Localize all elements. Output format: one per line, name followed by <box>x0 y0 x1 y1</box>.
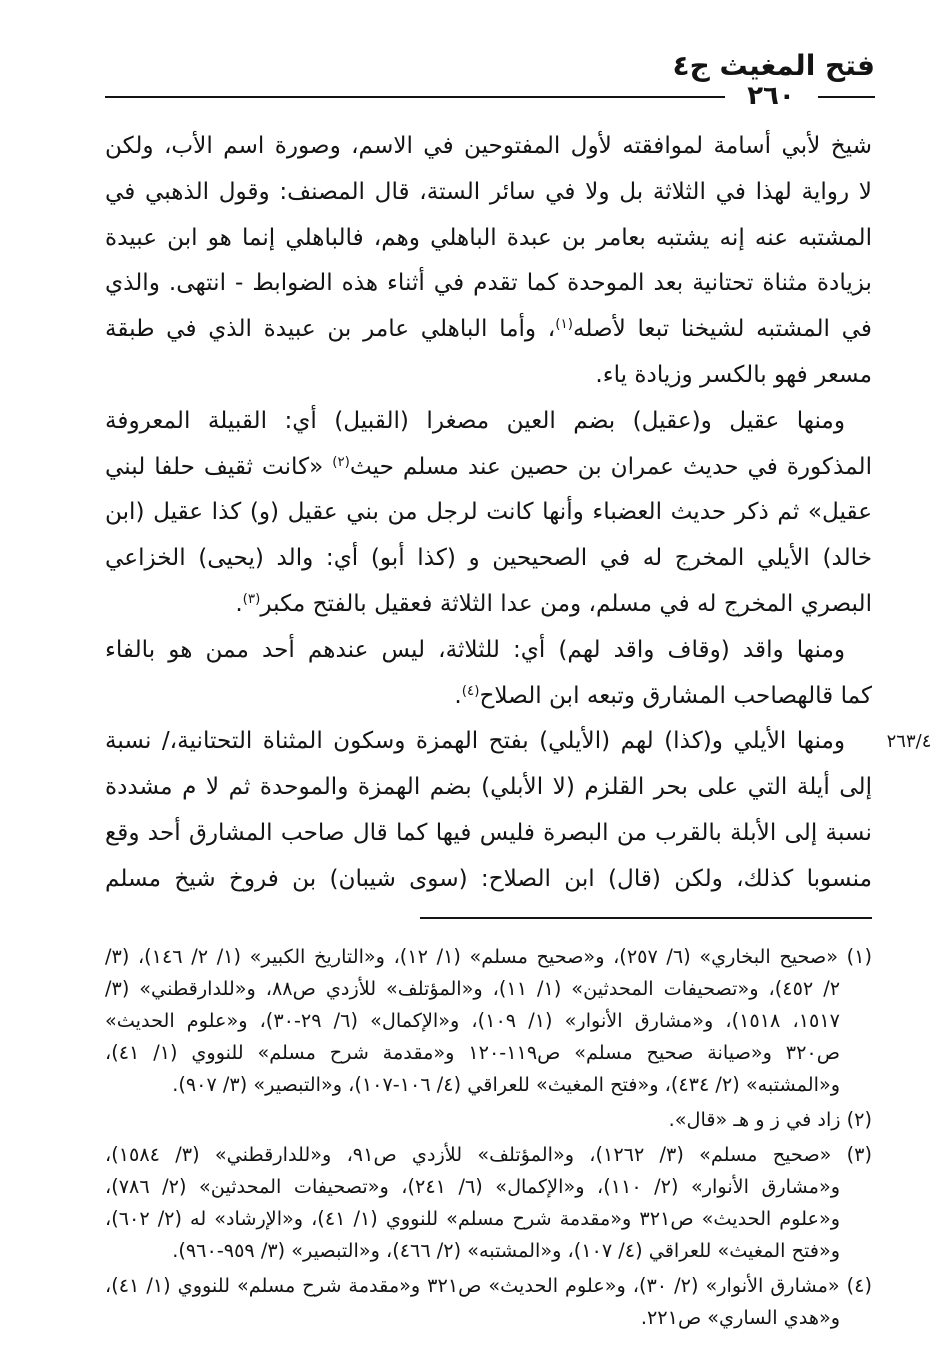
text-line <box>105 170 872 216</box>
text-segment: ، وأما الباهلي عامر بن عبيدة الذي في طبقة <box>105 316 556 343</box>
text-line <box>105 628 872 674</box>
text-segment: شيخ لأبي أسامة لموافقته لأول المفتوحين في الاسم، وصورة اسم الأب، ولكن <box>105 133 872 159</box>
footnote-line: و«المشتبه» (٢/ ٤٣٤)، و«فتح المغيث» للعراقي (٤/ ١٠٦-١٠٧)، و«التبصير» (٣/ ٩٠٧). <box>172 1073 840 1096</box>
paragraph <box>105 628 872 720</box>
text-segment: كما قالهصاحب المشارق وتبعه ابن الصلاح <box>479 682 872 709</box>
text-segment: ومنها عقيل و(عقيل) بضم العين مصغرا (القبيل) أي: القبيلة المعروفة <box>105 407 845 434</box>
footnote-line: و«مشارق الأنوار» (٢/ ١١٠)، و«الإكمال» (٦/ ٢٤١)، و«تصحيفات المحدثين» (٢/ ٧٨٦)، <box>105 1175 841 1198</box>
text-segment: . <box>454 682 462 709</box>
footnote-line: (٤) «مشارق الأنوار» (٢/ ٣٠)، و«علوم الحديث» ص٣٢١ و«مقدمة شرح مسلم» للنووي (١/ ٤١)، <box>105 1274 872 1297</box>
text-segment: ومنها واقد (وقاف واقد لهم) أي: للثلاثة، ليس عندهم أحد ممن هو بالفاء <box>105 636 845 663</box>
text-line <box>105 582 872 628</box>
footnote <box>105 1270 872 1334</box>
text-segment: . <box>235 590 243 617</box>
paragraph <box>105 399 872 628</box>
text-line <box>105 811 872 857</box>
header-rule <box>818 96 875 98</box>
text-line <box>105 216 872 262</box>
text-segment: المشتبه عنه إنه يشتبه بعامر بن عبدة الباهلي وهم، فالباهلي إنما هو ابن عبيدة <box>105 224 872 251</box>
text-segment: منسوبا كذلك، ولكن (قال) ابن الصلاح: (سوى شيبان) بن فروخ شيخ مسلم <box>105 865 872 892</box>
text-line <box>105 307 872 353</box>
text-segment: البصري المخرج له في مسلم، ومن عدا الثلاثة فعقيل بالفتح مكبر <box>260 590 872 617</box>
text-segment: نسبة إلى الأبلة بالقرب من البصرة فليس فيها كما قال صاحب المشارق أحد وقع <box>105 819 872 846</box>
footnote-line: و«فتح المغيث» للعراقي (٤/ ١٠٧)، و«المشتبه» (٢/ ٤٦٦)، و«التبصير» (٣/ ٩٥٩-٩٦٠). <box>172 1239 840 1262</box>
footnote-line: ٢/ ٤٥٢)، و«تصحيفات المحدثين» (١/ ١١)، و«المؤتلف» للأزدي ص٨٨، و«للدارقطني» (٣/ <box>105 977 841 1000</box>
footnote-line: و«علوم الحديث» ص٣٢١ و«مقدمة شرح مسلم» للنووي (١/ ٤١)، و«الإرشاد» له (٢/ ٦٠٢)، <box>105 1207 840 1230</box>
footnote-separator <box>420 917 872 919</box>
text-line <box>105 674 872 720</box>
footnote <box>105 1104 872 1136</box>
footnote-line: و«هدي الساري» ص٢٢١. <box>640 1306 840 1329</box>
paragraph <box>105 124 872 399</box>
text-segment: عقيل» ثم ذكر حديث العضباء وأنها كانت لرجل من بني عقيل (و) كذا عقيل (ابن <box>105 499 872 526</box>
text-line <box>105 719 872 765</box>
margin-page-reference-text: ٢٦٣/٤ <box>886 731 932 752</box>
text-segment: لا رواية لهذا في الثلاثة بل ولا في سائر الستة، قال المصنف: وقول الذهبي في <box>105 178 872 205</box>
text-segment: «كانت ثقيف حلفا لبني <box>105 453 333 480</box>
header-rule <box>105 96 725 98</box>
running-header-title: فتح المغيث ج٤ <box>672 49 875 82</box>
text-segment: بزيادة مثناة تحتانية بعد الموحدة كما تقدم في أثناء هذه الضوابط - انتهى. والذي <box>105 270 872 297</box>
text-segment: المذكورة في حديث عمران بن حصين عند مسلم حيث <box>349 453 872 480</box>
text-segment: مسعر فهو بالكسر وزيادة ياء. <box>595 361 872 388</box>
footnote-line: ص٣٢٠ و«صيانة صحيح مسلم» ص١١٩-١٢٠ و«مقدمة شرح مسلم» للنووي (١/ ٤١)، <box>105 1041 840 1064</box>
footnote-ref: (٢) <box>332 454 350 470</box>
footnote <box>105 941 872 1101</box>
page-number: ٢٦٠ <box>747 81 795 111</box>
text-segment: خالد) الأيلي المخرج له في الصحيحين و (كذا أبو) أي: والد (يحيى) الخزاعي <box>105 545 872 572</box>
footnote-ref: (١) <box>555 317 573 333</box>
text-line <box>105 490 872 536</box>
footnote-ref: (٣) <box>242 591 261 607</box>
margin-page-reference <box>874 727 944 757</box>
text-segment: إلى أيلة التي على بحر القلزم (لا الأبلي) بضم الهمزة والموحدة ثم لا م مشددة <box>105 774 872 801</box>
text-line <box>105 399 872 445</box>
footnotes <box>105 941 872 1334</box>
main-text <box>105 124 872 903</box>
footnote-ref: (٤) <box>461 683 480 699</box>
footnote-line: (٢) زاد في ز و هـ «قال». <box>668 1108 872 1131</box>
text-line <box>105 445 872 491</box>
text-segment: في المشتبه لشيخنا تبعا لأصله <box>572 316 872 343</box>
text-line <box>105 857 872 903</box>
text-line <box>105 353 872 399</box>
footnote <box>105 1139 872 1267</box>
footnote-line: (٣) «صحيح مسلم» (٣/ ١٢٦٢)، و«المؤتلف» للأزدي ص٩١، و«للدارقطني» (٣/ ١٥٨٤)، <box>105 1143 872 1166</box>
footnote-line: (١) «صحيح البخاري» (٦/ ٢٥٧)، و«صحيح مسلم» (١/ ١٢)، و«التاريخ الكبير» (١/ ٢/ ١٤٦)، (٣/ <box>105 945 872 968</box>
text-line <box>105 261 872 307</box>
text-segment: ومنها الأيلي و(كذا) لهم (الأيلي) بفتح الهمزة وسكون المثناة التحتانية،/ نسبة <box>105 728 845 755</box>
footnote-line: ١٥١٧، ١٥١٨)، و«مشارق الأنوار» (١/ ١٠٩)، و«الإكمال» (٦/ ٢٩-٣٠)، و«علوم الحديث» <box>105 1009 840 1032</box>
paragraph <box>105 719 872 902</box>
text-line <box>105 124 872 170</box>
text-line <box>105 536 872 582</box>
text-line <box>105 765 872 811</box>
